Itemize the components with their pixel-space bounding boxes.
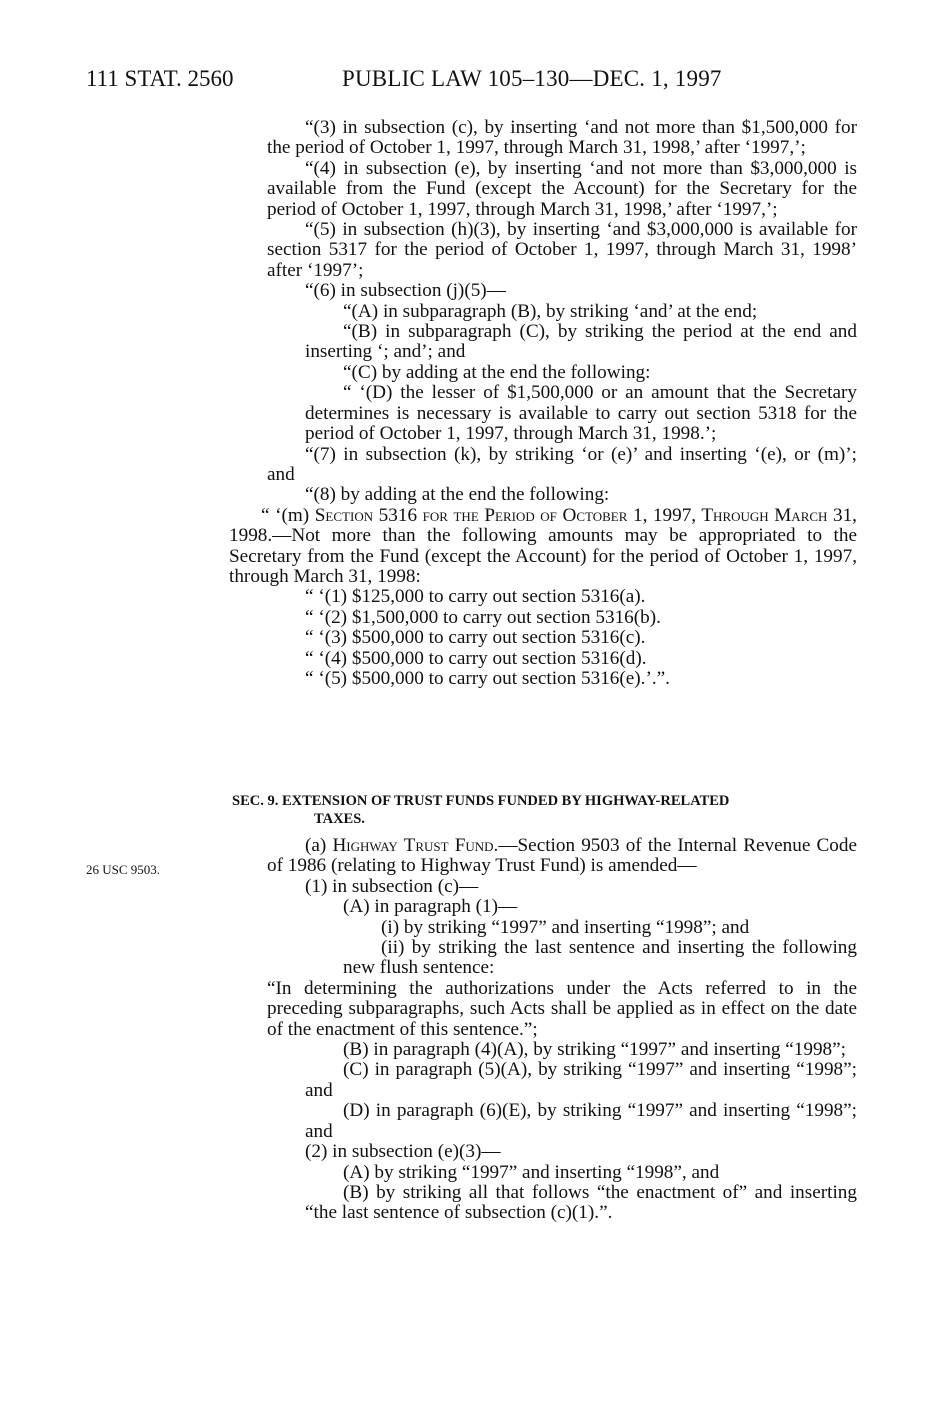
list-item: “ ‘(1) $125,000 to carry out section 5316(a). bbox=[305, 586, 646, 608]
list-item: “ ‘(2) $1,500,000 to carry out section 5316(b). bbox=[305, 606, 661, 628]
paragraph-1-c: (C) in paragraph (5)(A), by striking “1997” and inserting “1998”; and bbox=[305, 1059, 857, 1101]
paragraph-6: “(6) in subsection (j)(5)— bbox=[305, 280, 506, 302]
paragraph-1: (1) in subsection (c)— bbox=[305, 875, 479, 897]
paragraph-1-b: (B) in paragraph (4)(A), by striking “1997” and inserting “1998”; bbox=[343, 1039, 846, 1061]
subsection-a-text: —Section 9503 of the Internal Revenue Code of 1986 (relating to Highway Trust Fund) is amended— bbox=[267, 835, 857, 877]
section-9-text bbox=[267, 836, 857, 1224]
paragraph-7: “(7) in subsection (k), by striking ‘or (e)’ and inserting ‘(e), or (m)’; and bbox=[267, 443, 857, 485]
public-law-title: PUBLIC LAW 105–130—DEC. 1, 1997 bbox=[342, 66, 722, 91]
paragraph-m bbox=[229, 506, 857, 588]
usc-margin-note: 26 USC 9503. bbox=[86, 862, 161, 877]
paragraph-2-b: (B) by striking all that follows “the enactment of” and inserting “the last sentence of subsection (c)(1).”. bbox=[305, 1181, 857, 1224]
paragraph-m-text: —Not more than the following amounts may be appropriated to the Secretary from the Fund (except the Account) for the period of October 1, 1997, through March 31, 1998: bbox=[229, 525, 857, 587]
list-item: “ ‘(3) $500,000 to carry out section 5316(c). bbox=[305, 627, 646, 649]
paragraph-m-prefix: “ ‘(m) bbox=[261, 504, 315, 526]
paragraph-8: “(8) by adding at the end the following: bbox=[305, 484, 610, 506]
amendment-text bbox=[229, 117, 857, 689]
page-header bbox=[86, 66, 866, 96]
paragraph-6-a: “(A) in subparagraph (B), by striking ‘and’ at the end; bbox=[343, 300, 758, 322]
list-item: “ ‘(4) $500,000 to carry out section 5316(d). bbox=[305, 647, 647, 669]
subsection-a-prefix: (a) bbox=[305, 835, 333, 856]
paragraph-4: “(4) in subsection (e), by inserting ‘and not more than $3,000,000 is available from the Fund (except the Account) for the Secretary for the period of October 1, 1997, through March 31, 1998,’ after ‘1997,’; bbox=[267, 157, 857, 220]
paragraph-2-a: (A) by striking “1997” and inserting “1998”, and bbox=[343, 1161, 720, 1183]
stat-page-number: 111 STAT. 2560 bbox=[86, 66, 234, 91]
paragraph-3: “(3) in subsection (c), by inserting ‘and not more than $1,500,000 for the period of October 1, 1997, through March 31, 1998,’ after ‘1997,’; bbox=[267, 117, 857, 159]
paragraph-6-d: “ ‘(D) the lesser of $1,500,000 or an amount that the Secretary determines is necessary is available to carry out section 5318 for the period of October 1, 1997, through March 31, 1998.’; bbox=[305, 382, 857, 445]
section-9-heading-line1: SEC. 9. EXTENSION OF TRUST FUNDS FUNDED BY HIGHWAY-RELATED bbox=[232, 793, 730, 809]
clause-1-a-i: (i) by striking “1997” and inserting “1998”; and bbox=[381, 916, 750, 938]
paragraph-6-b: “(B) in subparagraph (C), by striking the period at the end and inserting ‘; and’; and bbox=[305, 321, 857, 363]
paragraph-1-a: (A) in paragraph (1)— bbox=[343, 896, 518, 918]
paragraph-5: “(5) in subsection (h)(3), by inserting ‘and $3,000,000 is available for section 5317 for the period of October 1, 1997, through March 31, 1998’ after ‘1997’; bbox=[267, 219, 857, 281]
list-item: “ ‘(5) $500,000 to carry out section 5316(e).’.”. bbox=[305, 667, 670, 689]
subsection-a-heading: Highway Trust Fund. bbox=[332, 835, 499, 856]
clause-1-a-ii: (ii) by striking the last sentence and inserting the following new flush sentence: bbox=[343, 937, 857, 979]
section-9-heading-line2: TAXES. bbox=[314, 811, 365, 827]
paragraph-m-heading: Section 5316 for the Period of October 1, 1997, Through March 31, 1998. bbox=[229, 504, 857, 547]
subsection-a bbox=[267, 836, 857, 877]
paragraph-2: (2) in subsection (e)(3)— bbox=[305, 1141, 501, 1163]
section-9-heading bbox=[232, 792, 860, 828]
flush-sentence: “In determining the authorizations under the Acts referred to in the preceding subparagraphs, such Acts shall be applied as in effect on the date of the enactment of this sentence.”; bbox=[267, 977, 857, 1040]
paragraph-6-c: “(C) by adding at the end the following: bbox=[343, 361, 651, 383]
paragraph-1-d: (D) in paragraph (6)(E), by striking “1997” and inserting “1998”; and bbox=[305, 1100, 857, 1142]
